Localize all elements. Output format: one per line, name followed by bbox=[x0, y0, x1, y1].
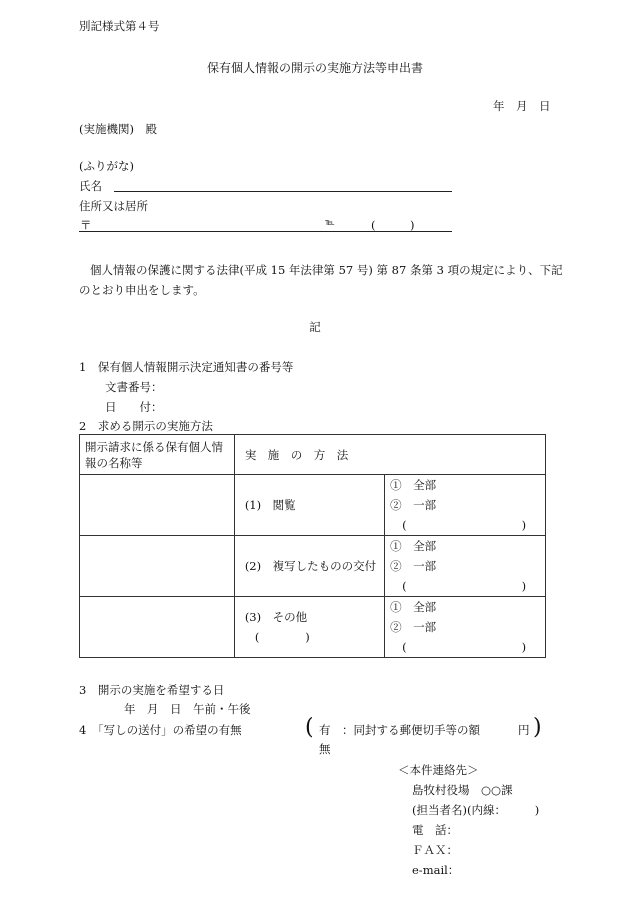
contact-tel: 電 話： bbox=[412, 823, 458, 837]
postal-mark: 〒 bbox=[80, 218, 92, 232]
other-method-field[interactable]: ( ) bbox=[254, 630, 310, 644]
table-row bbox=[80, 536, 546, 597]
left-bracket-icon: ( bbox=[305, 715, 314, 740]
body-text-line2: のとおり申出をします。 bbox=[79, 283, 205, 297]
table-row bbox=[80, 597, 546, 658]
option-partial[interactable]: ② 一部 bbox=[390, 559, 437, 573]
contact-heading: ＜本件連絡先＞ bbox=[398, 763, 479, 777]
section-4-heading: 4 「写しの送付」の希望の有無 bbox=[79, 723, 242, 737]
method-header: 実 施 の 方 法 bbox=[234, 435, 545, 475]
contact-fax: ＦＡＸ： bbox=[412, 843, 458, 857]
name-label: 氏名 bbox=[79, 179, 102, 193]
ki-marker: 記 bbox=[309, 320, 321, 334]
yen-label: 円 bbox=[518, 723, 530, 737]
option-partial[interactable]: ② 一部 bbox=[390, 498, 437, 512]
address-field[interactable] bbox=[79, 231, 452, 232]
section-3-heading: 3 開示の実施を希望する日 bbox=[79, 683, 225, 697]
date-line[interactable]: 年 月 日 bbox=[493, 99, 551, 113]
info-name-cell[interactable] bbox=[80, 597, 235, 658]
section-1-heading: 1 保有個人情報開示決定通知書の番号等 bbox=[79, 360, 294, 374]
option-no[interactable]: 無 bbox=[319, 742, 331, 756]
option-detail[interactable]: ( ) bbox=[402, 518, 527, 532]
info-name-cell[interactable] bbox=[80, 536, 235, 597]
option-partial[interactable]: ② 一部 bbox=[390, 620, 437, 634]
info-name-header: 開示請求に係る保有個人情報の名称等 bbox=[80, 435, 235, 475]
body-text-line1: 個人情報の保護に関する法律(平成 15 年法律第 57 号) 第 87 条第 3 項の規定により、下記 bbox=[90, 263, 563, 277]
method-cell bbox=[234, 475, 384, 536]
contact-office: 島牧村役場 ○○課 bbox=[412, 783, 513, 797]
address-label: 住所又は居所 bbox=[79, 199, 148, 213]
option-detail[interactable]: ( ) bbox=[402, 579, 527, 593]
disclosure-method-table bbox=[79, 434, 546, 658]
contact-email: e-mail： bbox=[412, 863, 460, 877]
method-label: (1) 閲覧 bbox=[244, 498, 296, 512]
name-field[interactable] bbox=[114, 191, 452, 192]
method-cell bbox=[234, 536, 384, 597]
option-detail[interactable]: ( ) bbox=[402, 640, 527, 654]
option-all[interactable]: ① 全部 bbox=[390, 478, 437, 492]
scope-cell[interactable] bbox=[385, 597, 546, 658]
recipient: (実施機関) 殿 bbox=[79, 122, 157, 136]
section-2-heading: 2 求める開示の実施方法 bbox=[79, 419, 213, 433]
scope-cell[interactable] bbox=[385, 475, 546, 536]
scope-cell[interactable] bbox=[385, 536, 546, 597]
method-label: (3) その他 bbox=[244, 610, 308, 624]
table-header-row bbox=[80, 435, 546, 475]
document-date-label[interactable]: 日 付： bbox=[105, 400, 163, 414]
method-label: (2) 複写したものの交付 bbox=[244, 559, 377, 573]
right-bracket-icon: ) bbox=[533, 715, 542, 740]
furigana-label: (ふりがな) bbox=[79, 159, 134, 173]
tel-label: ℡ bbox=[325, 218, 335, 228]
tel-paren: ( ) bbox=[371, 218, 415, 232]
option-all[interactable]: ① 全部 bbox=[390, 539, 437, 553]
option-all[interactable]: ① 全部 bbox=[390, 600, 437, 614]
send-copy-options bbox=[305, 715, 545, 759]
form-number: 別記様式第４号 bbox=[79, 19, 160, 33]
preferred-date[interactable]: 年 月 日 午前・午後 bbox=[124, 702, 251, 716]
option-yes[interactable]: 有 ：同封する郵便切手等の額 bbox=[319, 723, 480, 737]
document-number-label[interactable]: 文書番号： bbox=[105, 380, 163, 394]
form-title: 保有個人情報の開示の実施方法等申出書 bbox=[206, 61, 423, 75]
method-cell bbox=[234, 597, 384, 658]
contact-person: (担当者名)(内線： ) bbox=[412, 803, 540, 817]
info-name-cell[interactable] bbox=[80, 475, 235, 536]
table-row bbox=[80, 475, 546, 536]
